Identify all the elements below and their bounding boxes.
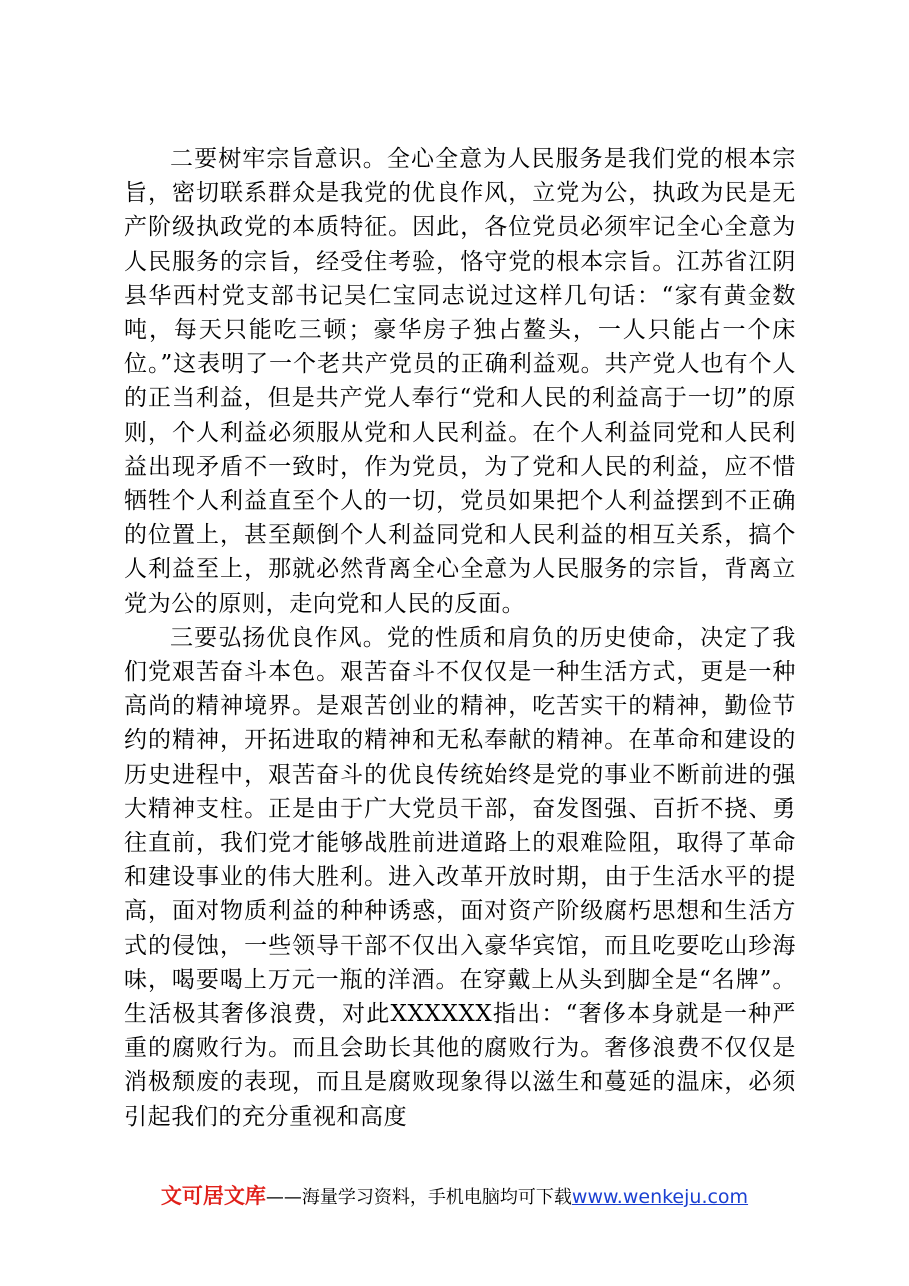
paragraph-2: 三要弘扬优良作风。党的性质和肩负的历史使命，决定了我们党艰苦奋斗本色。艰苦奋斗不仅仅是一种生活方式，更是一种高尚的精神境界。是艰苦创业的精神，吃苦实干的精神，勤俭节约的精神，开拓进取的精神和无私奉献的精神。在革命和建设的历史进程中，艰苦奋斗的优良传统始终是党的事业不断前进的强大精神支柱。正是由于广大党员干部，奋发图强、百折不挠、勇往直前，我们党才能够战胜前进道路上的艰难险阻，取得了革命和建设事业的伟大胜利。进入改革开放时期，由于生活水平的提高，面对物质利益的种种诱惑，面对资产阶级腐朽思想和生活方式的侵蚀，一些领导干部不仅出入豪华宾馆，而且吃要吃山珍海味，喝要喝上万元一瓶的洋酒。在穿戴上从头到脚全是“名牌”。生活极其奢侈浪费，对此XXXXXX指出：“奢侈本身就是一种严重的腐败行为。而且会助长其他的腐败行为。奢侈浪费不仅仅是消极颓废的表现，而且是腐败现象得以滋生和蔓延的温床，必须引起我们的充分重视和高度 (124, 624, 796, 1130)
footer-slogan: ——海量学习资料，手机电脑均可下载 (265, 1187, 572, 1208)
document-body (124, 142, 796, 1134)
footer-url-link[interactable]: www.wenkeju.com (571, 1186, 749, 1208)
footer-banner (0, 1180, 909, 1210)
paragraph-1: 二要树牢宗旨意识。全心全意为人民服务是我们党的根本宗旨，密切联系群众是我党的优良作风，立党为公，执政为民是无产阶级执政党的本质特征。因此，各位党员必须牢记全心全意为人民服务的宗旨，经受住考验，恪守党的根本宗旨。江苏省江阴县华西村党支部书记吴仁宝同志说过这样几句话：“家有黄金数吨，每天只能吃三顿；豪华房子独占鳌头，一人只能占一个床位。”这表明了一个老共产党员的正确利益观。共产党人也有个人的正当利益，但是共产党人奉行“党和人民的利益高于一切”的原则，个人利益必须服从党和人民利益。在个人利益同党和人民利益出现矛盾不一致时，作为党员，为了党和人民的利益，应不惜牺牲个人利益直至个人的一切，党员如果把个人利益摆到不正确的位置上，甚至颠倒个人利益同党和人民利益的相互关系，搞个人利益至上，那就必然背离全心全意为人民服务的宗旨，背离立党为公的原则，走向党和人民的反面。 (124, 146, 796, 617)
footer-brand: 文可居文库 (160, 1184, 266, 1208)
